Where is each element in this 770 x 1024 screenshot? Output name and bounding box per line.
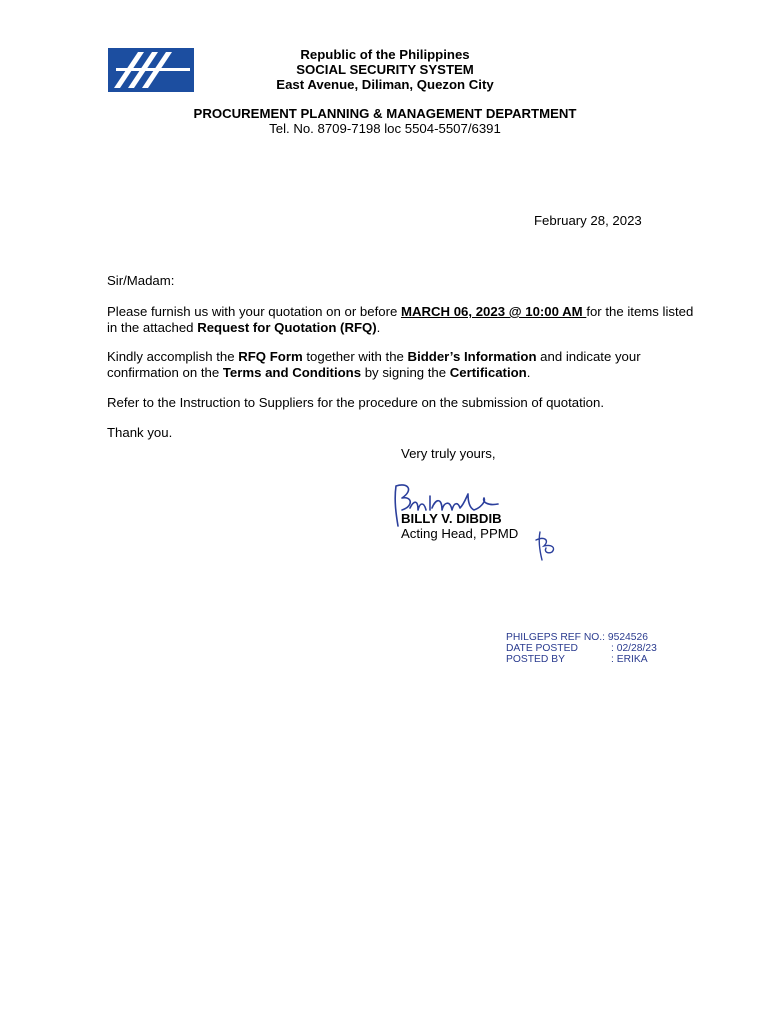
- para2-g: by signing the: [361, 364, 450, 380]
- closing: Very truly yours,: [401, 446, 496, 461]
- signatory-title: Acting Head, PPMD: [401, 526, 519, 541]
- terms-conditions: Terms and Conditions: [222, 364, 362, 380]
- philgeps-date-row: [506, 643, 657, 654]
- para1-post: for the items listed in the attached: [107, 304, 694, 335]
- certification: Certification: [449, 364, 527, 380]
- thank-you: Thank you.: [107, 425, 173, 440]
- rfq-ref: Request for Quotation (RFQ): [197, 319, 377, 335]
- philgeps-by-row: [506, 654, 657, 665]
- header-department: PROCUREMENT PLANNING & MANAGEMENT DEPARTMENT: [193, 106, 577, 121]
- philgeps-date-value: : 02/28/23: [611, 643, 657, 654]
- bidders-info: Bidder’s Information: [407, 349, 537, 364]
- rfq-form: RFQ Form: [238, 349, 303, 364]
- initials-image: [530, 530, 562, 562]
- para2-e: and indicate your confirmation on the: [107, 349, 641, 380]
- deadline: MARCH 06, 2023 @ 10:00 AM: [400, 304, 587, 319]
- para2-c: together with the: [302, 349, 408, 364]
- header-republic: Republic of the Philippines: [300, 47, 470, 62]
- philgeps-date-label: DATE POSTED: [506, 643, 578, 654]
- philgeps-ref-label: PHILGEPS REF NO.: [506, 632, 603, 643]
- header-telephone: Tel. No. 8709-7198 loc 5504-5507/6391: [269, 121, 501, 136]
- letter-date: February 28, 2023: [534, 213, 642, 228]
- philgeps-by-label: POSTED BY: [506, 654, 565, 665]
- paragraph-instructions: [107, 349, 701, 380]
- header-agency: SOCIAL SECURITY SYSTEM: [296, 62, 474, 77]
- paragraph-refer: Refer to the Instruction to Suppliers for the procedure on the submission of quotation.: [107, 395, 605, 410]
- philgeps-stamp: [506, 632, 657, 665]
- para1-end: .: [376, 319, 381, 335]
- philgeps-ref-row: [506, 632, 657, 643]
- para2-i: .: [526, 364, 531, 380]
- header-address: East Avenue, Diliman, Quezon City: [276, 77, 494, 92]
- philgeps-by-value: : ERIKA: [611, 654, 648, 665]
- signatory-name: BILLY V. DIBDIB: [401, 511, 502, 526]
- salutation: Sir/Madam:: [107, 273, 175, 288]
- para1-pre: Please furnish us with your quotation on or before: [107, 304, 401, 319]
- para2-a: Kindly accomplish the: [107, 349, 239, 364]
- philgeps-ref-value: : 9524526: [602, 632, 648, 643]
- paragraph-quotation: [107, 304, 701, 335]
